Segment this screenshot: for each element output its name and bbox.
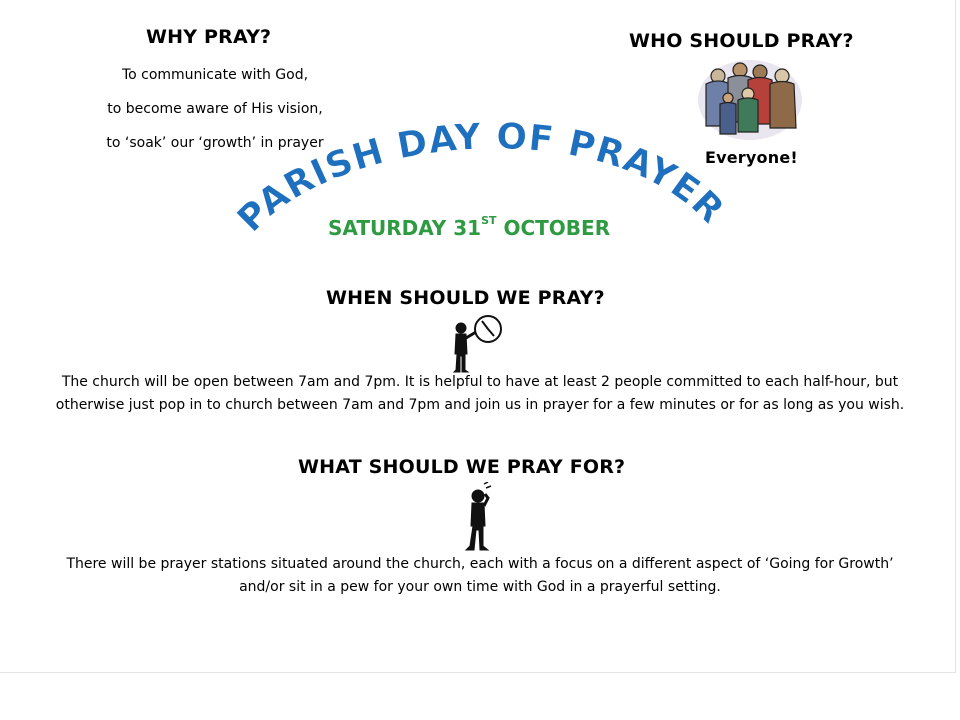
banner-title: PARISH DAY OF PRAYER xyxy=(229,116,733,241)
who-should-pray-heading: WHO SHOULD PRAY? xyxy=(629,30,854,52)
what-line-2: and/or sit in a pew for your own time with God in a prayerful setting. xyxy=(239,579,721,595)
date-day: SATURDAY 31 xyxy=(328,216,482,240)
date-suffix: ST xyxy=(481,214,497,227)
why-pray-line-3: to ‘soak’ our ‘growth’ in prayer xyxy=(106,135,324,151)
what-description xyxy=(20,553,940,599)
date-month: OCTOBER xyxy=(496,216,611,240)
praying-crowd-icon xyxy=(696,56,804,140)
when-line-1: The church will be open between 7am and 7pm. It is helpful to have at least 2 people committed to each half-hour, but xyxy=(61,374,899,390)
what-should-we-pray-for-heading: WHAT SHOULD WE PRAY FOR? xyxy=(298,456,626,478)
thinking-person-icon xyxy=(458,482,498,554)
why-pray-line-1: To communicate with God, xyxy=(121,67,309,83)
why-pray-heading: WHY PRAY? xyxy=(146,26,272,48)
when-description xyxy=(20,371,940,417)
person-with-clock-icon xyxy=(448,312,506,374)
event-date xyxy=(328,216,610,240)
what-line-1: There will be prayer stations situated around the church, each with a focus on a different aspect of ‘Going for Growth’ xyxy=(66,556,894,572)
when-line-2: otherwise just pop in to church between 7am and 7pm and join us in prayer for a few minutes or for as long as you wish. xyxy=(55,397,905,413)
when-should-we-pray-heading: WHEN SHOULD WE PRAY? xyxy=(326,287,605,309)
why-pray-line-2: to become aware of His vision, xyxy=(107,101,323,117)
everyone-answer: Everyone! xyxy=(705,148,798,167)
